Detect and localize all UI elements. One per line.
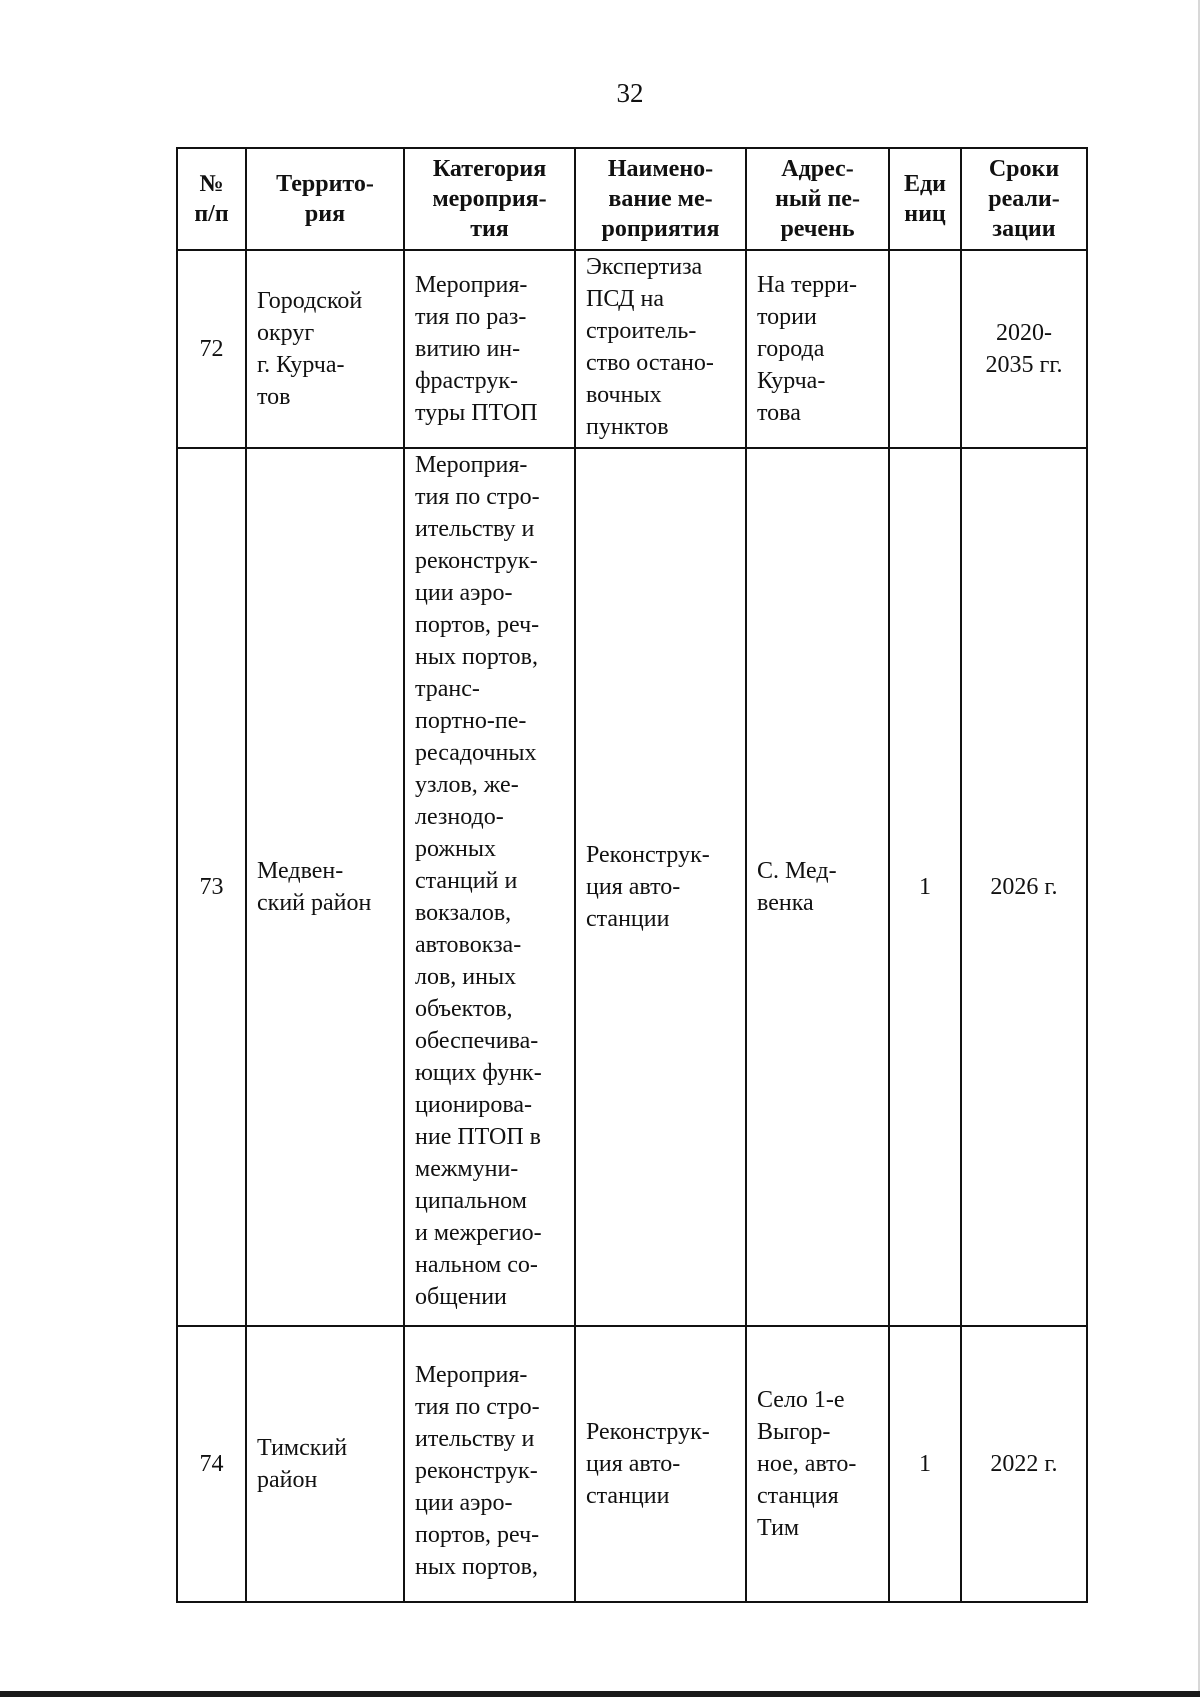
measure-name-cell: Экспертиза ПСД на строитель- ство остано- вочных пунктов [575,250,746,448]
territory-cell: Тимский район [246,1326,404,1602]
category-cell: Мероприя- тия по стро- ительству и реконструк- ции аэро- портов, реч- ных портов, [404,1326,575,1602]
territory-cell: Медвен- ский район [246,448,404,1326]
page-number: 32 [616,78,644,108]
table-header-row [177,148,1087,250]
header-address: Адрес- ный пе- речень [746,148,889,250]
address-cell: На терри- тории города Курча- това [746,250,889,448]
measure-name-cell: Реконструк- ция авто- станции [575,1326,746,1602]
measures-table [176,147,1088,1603]
header-period: Сроки реали- зации [961,148,1087,250]
row-number-cell: 73 [177,448,246,1326]
territory-cell: Городской округ г. Курча- тов [246,250,404,448]
header-units: Еди ниц [889,148,961,250]
header-name: Наимено- вание ме- роприятия [575,148,746,250]
header-territory: Террито- рия [246,148,404,250]
units-cell: 1 [889,448,961,1326]
address-cell: С. Мед- венка [746,448,889,1326]
period-cell: 2022 г. [961,1326,1087,1602]
units-cell [889,250,961,448]
table-row [177,250,1087,448]
header-number: № п/п [177,148,246,250]
period-cell: 2026 г. [961,448,1087,1326]
table-row [177,448,1087,1326]
row-number-cell: 74 [177,1326,246,1602]
category-cell: Мероприя- тия по стро- ительству и реконструк- ции аэро- портов, реч- ных портов, транс- портно-пе- ресадочных узлов, же- лезнодо- рожных станций и вокзалов, автовокза- лов, иных объектов, обеспечива- ющих функ- ционирова- ние ПТОП в межмуни- ципальном и межрегио- нальном со- общении [404,448,575,1326]
measure-name-cell: Реконструк- ция авто- станции [575,448,746,1326]
address-cell: Село 1-е Выгор- ное, авто- станция Тим [746,1326,889,1602]
scan-edge-bottom [0,1691,1200,1697]
row-number-cell: 72 [177,250,246,448]
period-cell: 2020- 2035 гг. [961,250,1087,448]
units-cell: 1 [889,1326,961,1602]
header-category: Категория мероприя- тия [404,148,575,250]
category-cell: Мероприя- тия по раз- витию ин- фраструк- туры ПТОП [404,250,575,448]
table-row [177,1326,1087,1602]
